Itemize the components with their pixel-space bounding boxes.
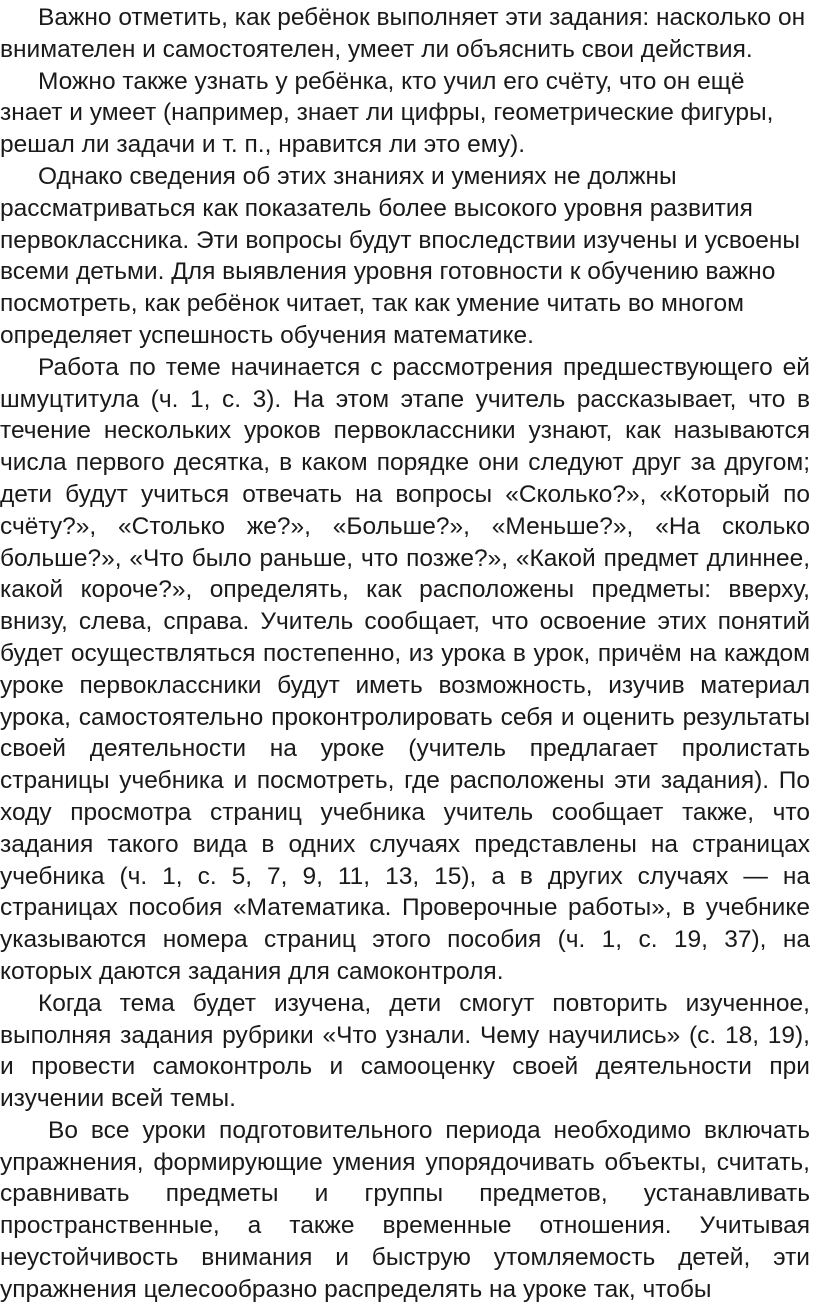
paragraph-2: Можно также узнать у ребёнка, кто учил его счёту, что он ещё знает и умеет (например, знает ли цифры, геометрические фигуры, решал ли задачи и т. п., нравится ли это ему). [0,67,774,159]
paragraph-3: Однако сведения об этих знаниях и умениях не должны рассматриваться как показатель более высокого уровня развития первоклассника. Эти вопросы будут впоследствии изучены и усвоены всеми детьми. Для выявления уровня готовности к обучению важно посмотреть, как ребёнок читает, так как умение читать во многом определяет успешность обучения математике. [0,162,800,349]
paragraph-4: Работа по теме начинается с рассмотрения предшествующего ей шмуцтитула (ч. 1, с. 3). На этом этапе учитель рассказывает, что в течение нескольких уроков первоклассники узнают, как называются числа первого десятка, в каком порядке они следуют друг за другом; дети будут учиться отвечать на вопросы «Сколько?», «Который по счёту?», «Столько же?», «Больше?», «Меньше?», «На сколько больше?», «Что было раньше, что позже?», «Какой предмет длиннее, какой короче?», определять, как расположены предметы: вверху, внизу, слева, справа. Учитель сообщает, что освоение этих понятий будет осуществляться постепенно, из урока в урок, причём на каждом уроке первоклассники будут иметь возможность, изучив материал урока, самостоятельно проконтролировать себя и оценить результаты своей деятельности на уроке (учитель предлагает пролистать страницы учебника и посмотреть, где расположены эти задания). По ходу просмотра страниц учебника учитель сообщает также, что задания такого вида в одних случаях представлены на страницах учебника (ч. 1, с. 5, 7, 9, 11, 13, 15), а в других случаях — на страницах пособия «Математика. Проверочные работы», в учебнике указываются номера страниц этого пособия (ч. 1, с. 19, 37), на которых даются задания для самоконтроля. [0,353,810,985]
paragraph-5: Когда тема будет изучена, дети смогут повторить изученное, выполняя задания рубрики «Что узнали. Чему научились» (с. 18, 19), и провести самоконтроль и самооценку своей деятельности при изучении всей темы. [0,989,810,1113]
paragraph-1: Важно отметить, как ребёнок выполняет эти задания: насколько он внимателен и самостоятелен, умеет ли объяснить свои действия. [0,4,806,63]
paragraph-6: Во все уроки подготовительного периода необходимо включать упражнения, формирующие умения упорядочивать объекты, считать, сравнивать предметы и группы предметов, устанавливать пространственные, а также временные отношения. Учитывая неустойчивость внимания и быструю утомляемость детей, эти упражнения целесообразно распределять на уроке так, чтобы [0,1116,810,1303]
